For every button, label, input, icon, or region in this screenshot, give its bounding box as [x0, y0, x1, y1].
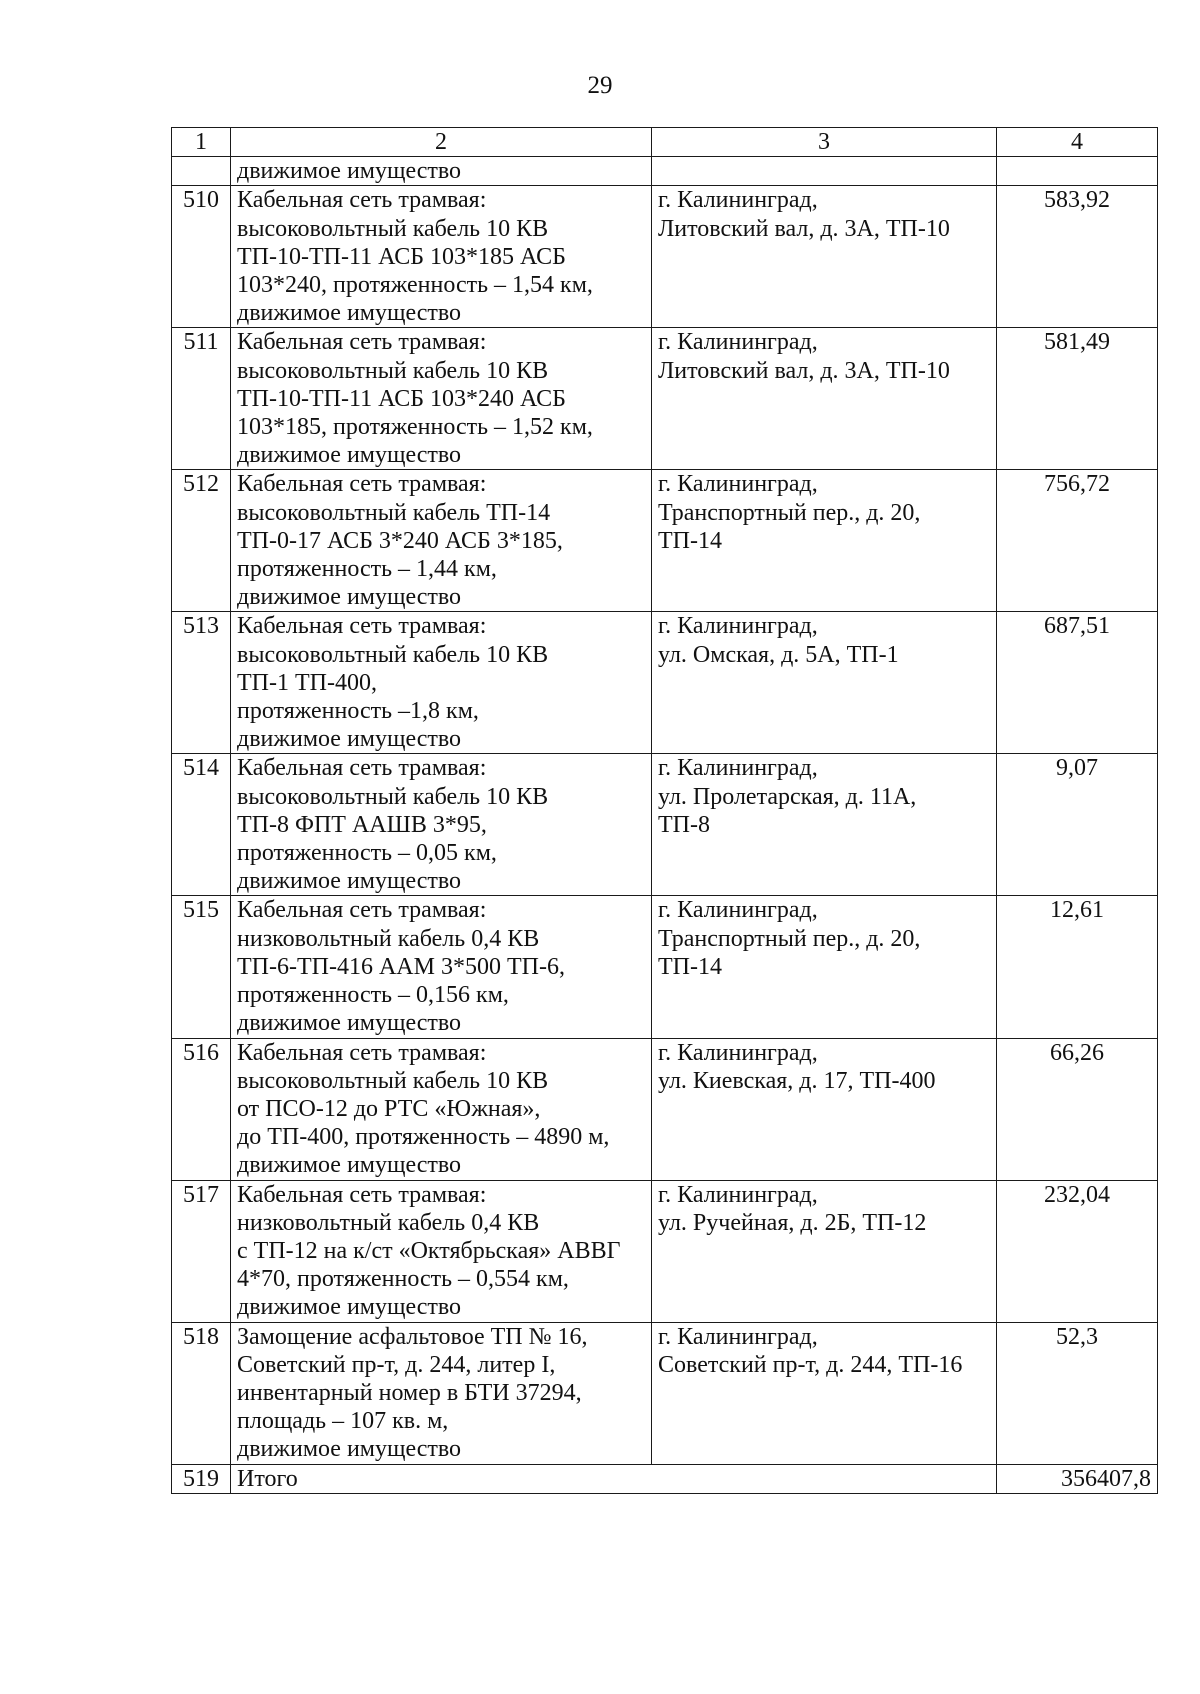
column-number-4: 4 — [997, 128, 1158, 157]
table-row — [172, 612, 1158, 754]
row-number: 519 — [172, 1464, 231, 1493]
row-number: 514 — [172, 754, 231, 896]
property-name: Кабельная сеть трамвая: высоковольтный кабель ТП-14 ТП-0-17 АСБ 3*240 АСБ 3*185, протяженность – 1,44 км, движимое имущество — [231, 470, 652, 612]
property-name: Замощение асфальтовое ТП № 16, Советский пр-т, д. 244, литер I, инвентарный номер в БТИ 37294, площадь – 107 кв. м, движимое имущество — [231, 1322, 652, 1464]
continuation-address — [652, 157, 997, 186]
table-row — [172, 1038, 1158, 1180]
property-name: Кабельная сеть трамвая: высоковольтный кабель 10 КВ ТП-10-ТП-11 АСБ 103*240 АСБ 103*185, протяженность – 1,52 км, движимое имущество — [231, 328, 652, 470]
table-row — [172, 754, 1158, 896]
property-name: Кабельная сеть трамвая: низковольтный кабель 0,4 КВ с ТП-12 на к/ст «Октябрьская» АВВГ 4*70, протяженность – 0,554 км, движимое имущество — [231, 1180, 652, 1322]
total-label: Итого — [231, 1464, 997, 1493]
property-amount: 687,51 — [997, 612, 1158, 754]
property-address: г. Калининград, Советский пр-т, д. 244, ТП-16 — [652, 1322, 997, 1464]
property-amount: 66,26 — [997, 1038, 1158, 1180]
row-number: 511 — [172, 328, 231, 470]
property-name: Кабельная сеть трамвая: высоковольтный кабель 10 КВ ТП-10-ТП-11 АСБ 103*185 АСБ 103*240, протяженность – 1,54 км, движимое имущество — [231, 186, 652, 328]
property-address: г. Калининград, Транспортный пер., д. 20, ТП-14 — [652, 896, 997, 1038]
property-amount: 52,3 — [997, 1322, 1158, 1464]
table-row — [172, 896, 1158, 1038]
row-number: 516 — [172, 1038, 231, 1180]
column-number-3: 3 — [652, 128, 997, 157]
row-number: 513 — [172, 612, 231, 754]
property-name: Кабельная сеть трамвая: высоковольтный кабель 10 КВ ТП-1 ТП-400, протяженность –1,8 км, движимое имущество — [231, 612, 652, 754]
table-header — [172, 128, 1158, 157]
property-address: г. Калининград, Литовский вал, д. 3А, ТП-10 — [652, 328, 997, 470]
table-row — [172, 1322, 1158, 1464]
total-amount: 356407,8 — [997, 1464, 1158, 1493]
row-number: 515 — [172, 896, 231, 1038]
property-address: г. Калининград, ул. Киевская, д. 17, ТП-400 — [652, 1038, 997, 1180]
row-number: 512 — [172, 470, 231, 612]
table-row — [172, 1180, 1158, 1322]
property-amount: 12,61 — [997, 896, 1158, 1038]
continuation-name: движимое имущество — [231, 157, 652, 186]
column-number-row — [172, 128, 1158, 157]
column-number-1: 1 — [172, 128, 231, 157]
property-address: г. Калининград, ул. Пролетарская, д. 11А, ТП-8 — [652, 754, 997, 896]
row-number: 518 — [172, 1322, 231, 1464]
property-amount: 583,92 — [997, 186, 1158, 328]
property-amount: 756,72 — [997, 470, 1158, 612]
property-address: г. Калининград, ул. Ручейная, д. 2Б, ТП-12 — [652, 1180, 997, 1322]
property-amount: 581,49 — [997, 328, 1158, 470]
column-number-2: 2 — [231, 128, 652, 157]
property-address: г. Калининград, Транспортный пер., д. 20, ТП-14 — [652, 470, 997, 612]
property-name: Кабельная сеть трамвая: высоковольтный кабель 10 КВ от ПСО-12 до РТС «Южная», до ТП-400, протяженность – 4890 м, движимое имущество — [231, 1038, 652, 1180]
property-amount: 9,07 — [997, 754, 1158, 896]
page-number: 29 — [587, 72, 613, 99]
table-row — [172, 328, 1158, 470]
continuation-row — [172, 157, 1158, 186]
property-amount: 232,04 — [997, 1180, 1158, 1322]
row-number: 510 — [172, 186, 231, 328]
row-number: 517 — [172, 1180, 231, 1322]
table-row — [172, 470, 1158, 612]
property-name: Кабельная сеть трамвая: высоковольтный кабель 10 КВ ТП-8 ФПТ ААШВ 3*95, протяженность – 0,05 км, движимое имущество — [231, 754, 652, 896]
total-row — [172, 1464, 1158, 1493]
property-address: г. Калининград, ул. Омская, д. 5А, ТП-1 — [652, 612, 997, 754]
row-number — [172, 157, 231, 186]
property-name: Кабельная сеть трамвая: низковольтный кабель 0,4 КВ ТП-6-ТП-416 ААМ 3*500 ТП-6, протяженность – 0,156 км, движимое имущество — [231, 896, 652, 1038]
property-table — [171, 127, 1158, 1494]
continuation-amount — [997, 157, 1158, 186]
table-row — [172, 186, 1158, 328]
property-address: г. Калининград, Литовский вал, д. 3А, ТП-10 — [652, 186, 997, 328]
